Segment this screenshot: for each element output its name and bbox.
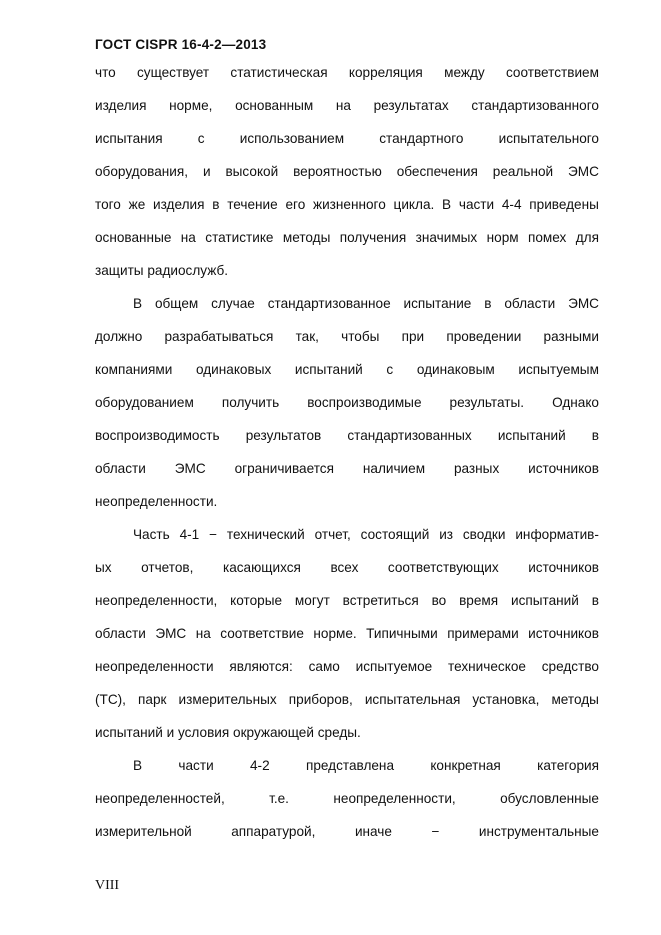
paragraph-2-line: компаниями одинаковых испытаний с одинаковым испытуемым [95,362,599,377]
paragraph-1-line: испытания с использованием стандартного испытательного [95,131,599,146]
paragraph-2-line: неопределенности. [95,494,218,509]
paragraph-1-line: того же изделия в течение его жизненного цикла. В части 4-4 приведены [95,197,599,212]
paragraph-2-line: В общем случае стандартизованное испытание в области ЭМС [133,296,599,311]
paragraph-3-line: Часть 4-1 − технический отчет, состоящий из сводки информатив- [133,527,599,542]
paragraph-2-line: воспроизводимость результатов стандартизованных испытаний в [95,428,599,443]
paragraph-1-line: оборудования, и высокой вероятностью обеспечения реальной ЭМС [95,164,599,179]
paragraph-4-line: неопределенностей, т.е. неопределенности, обусловленные [95,791,599,806]
page-number: VIII [95,878,120,893]
paragraph-3-line: неопределенности являются: само испытуемое техническое средство [95,659,599,674]
paragraph-2-line: области ЭМС ограничивается наличием разных источников [95,461,599,476]
paragraph-4-line: В части 4-2 представлена конкретная категория [133,758,599,773]
paragraph-1-line: основанные на статистике методы получения значимых норм помех для [95,230,599,245]
paragraph-2-line: должно разрабатываться так, чтобы при проведении разными [95,329,599,344]
paragraph-1-line: что существует статистическая корреляция между соответствием [95,65,599,80]
document-header-title: ГОСТ CISPR 16-4-2—2013 [95,37,267,52]
paragraph-3-line: испытаний и условия окружающей среды. [95,725,361,740]
paragraph-3-line: области ЭМС на соответствие норме. Типичными примерами источников [95,626,599,641]
paragraph-1-line: изделия норме, основанным на результатах стандартизованного [95,98,599,113]
paragraph-1-line: защиты радиослужб. [95,263,229,278]
paragraph-4-line: измерительной аппаратурой, иначе − инструментальные [95,824,599,839]
paragraph-3-line: ых отчетов, касающихся всех соответствующих источников [95,560,599,575]
paragraph-3-line: (ТС), парк измерительных приборов, испытательная установка, методы [95,692,599,707]
paragraph-3-line: неопределенности, которые могут встретиться во время испытаний в [95,593,599,608]
paragraph-2-line: оборудованием получить воспроизводимые результаты. Однако [95,395,599,410]
